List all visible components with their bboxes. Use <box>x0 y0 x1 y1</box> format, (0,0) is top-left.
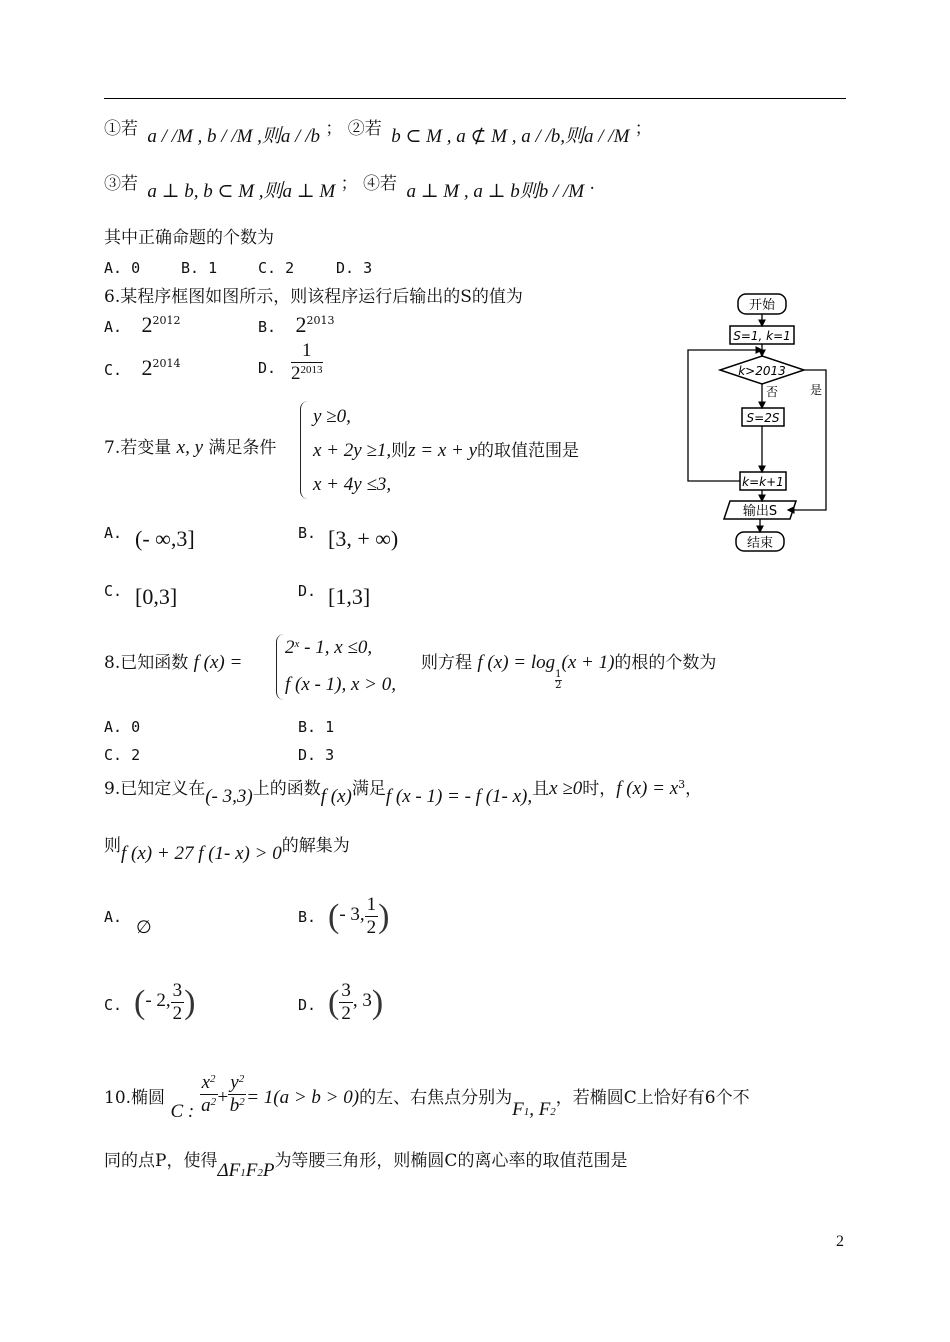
q8-log-base-den: 2 <box>555 680 562 691</box>
q6-option-c-base: 2 <box>141 355 153 380</box>
q10-f1-sub: 1 <box>523 1106 530 1118</box>
q10-line-2 <box>104 1150 628 1181</box>
q9-eq2-left: f (x) = x <box>616 778 679 799</box>
q10-f1: F <box>512 1099 524 1120</box>
q6-option-a-base: 2 <box>141 312 153 337</box>
q10-line-1 <box>104 1072 750 1122</box>
q10-tri-end: P <box>262 1160 275 1181</box>
q5-question: 其中正确命题的个数为 <box>104 228 274 248</box>
q8-option-b: B. 1 <box>298 718 335 736</box>
q9-option-b-label: B. <box>298 908 317 926</box>
q6-option-a-label: A. <box>104 318 123 336</box>
q6-option-d-base: 2 <box>291 363 301 384</box>
q7-option-c: [0,3] <box>135 584 178 609</box>
q9-option-b: (- 3, $\frac{1}{2}$ ) <box>328 894 390 938</box>
q10-line2-suffix: 为等腰三角形，则椭圆C的离心率的取值范围是 <box>274 1151 628 1171</box>
q9-option-d-right: , 3 <box>352 990 372 1011</box>
q5-p3-prefix: ③若 <box>104 174 138 194</box>
q7-vars: x, y <box>176 437 204 458</box>
q9-when: 时， <box>582 779 617 799</box>
flow-init-text: S=1, k=1 <box>733 329 791 343</box>
q5-sep-1: ； <box>325 119 343 139</box>
q6-option-c-exp: 2014 <box>152 357 181 370</box>
q7-option-a: (- ∞,3] <box>135 526 195 551</box>
q10-tri-sub1: 1 <box>240 1167 246 1179</box>
flow-end-text: 结束 <box>746 536 774 551</box>
q9-option-c-den: 2 <box>172 1003 183 1024</box>
q8-case-2: f (x - 1), x > 0, <box>285 674 396 695</box>
q8-log-base-num: 1 <box>555 669 562 680</box>
q9-option-c: (- 2, $\frac{3}{2}$ ) <box>134 980 196 1024</box>
q6-option-a-exp: 2012 <box>152 314 181 327</box>
q9-option-a-label: A. <box>104 908 123 926</box>
q5-option-c: C. 2 <box>258 259 295 277</box>
q7-constraint-2: x + 2y ≥1, <box>313 440 392 461</box>
program-flowchart <box>680 288 840 558</box>
q9-and: 且 <box>532 779 550 799</box>
q8-prefix-row <box>104 652 242 674</box>
q5-option-a: A. 0 <box>104 259 141 277</box>
q6-option-b-base: 2 <box>295 312 307 337</box>
q9-interval: (- 3,3) <box>205 786 253 807</box>
flow-step-increment-text: k=k+1 <box>742 475 784 489</box>
q6-option-a <box>104 314 180 338</box>
q10-a-exp: 2 <box>210 1096 217 1108</box>
q5-sep-2: ； <box>634 119 652 139</box>
q9-option-b-left: - 3, <box>339 904 365 925</box>
flow-no-label: 否 <box>766 385 779 399</box>
q9-fx: f (x) <box>320 786 352 807</box>
q9-cond: x ≥0 <box>549 778 583 799</box>
q5-p1-math: a / /M , b / /M ,则a / /b <box>147 126 320 147</box>
q8-prefix: 8.已知函数 <box>104 653 189 673</box>
q7-system-brace <box>300 401 311 499</box>
q9-option-d-den: 2 <box>341 1003 351 1024</box>
q9-line2-suffix: 的解集为 <box>281 836 350 856</box>
q7-option-d: [1,3] <box>328 584 371 609</box>
q7-constraint-1: y ≥0, <box>313 406 351 427</box>
q10-mid1: 的左、右焦点分别为 <box>359 1088 513 1108</box>
q5-p2-math: b ⊂ M , a ⊄ M , a / /b,则a / /M <box>391 126 630 147</box>
q7-constraint-3: x + 4y ≤3, <box>313 474 392 495</box>
q8-case1-base: 2 <box>285 637 295 658</box>
q5-p1-prefix: ①若 <box>104 119 138 139</box>
q10-b-den: b <box>229 1095 240 1116</box>
q6-option-d-label <box>258 357 276 379</box>
q5-option-b: B. 1 <box>181 259 218 277</box>
flow-output-text: 输出S <box>742 504 778 519</box>
q8-suffix: 的根的个数为 <box>614 653 717 673</box>
q10-mid2: ，若椭圆C上恰好有6个不 <box>555 1088 750 1108</box>
q7-option-b-label: B. <box>298 524 317 542</box>
q10-eq: = 1(a > b > 0) <box>246 1087 360 1108</box>
q8-option-a: A. 0 <box>104 718 141 736</box>
q10-triangle <box>217 1160 274 1181</box>
flow-step-double-text: S=2S <box>746 411 780 425</box>
header-rule <box>104 98 846 99</box>
q10-prefix: 10.椭圆 <box>104 1088 166 1108</box>
q7-option-d-label: D. <box>298 582 317 600</box>
q9-eq1: f (x - 1) = - f (1- x), <box>385 786 533 807</box>
page-number: 2 <box>836 1233 844 1250</box>
q8-equation-row <box>421 652 716 691</box>
flow-yes-label: 是 <box>810 383 823 397</box>
q10-line2-prefix: 同的点P，使得 <box>104 1151 218 1171</box>
q7-prefix: 7.若变量 <box>104 438 172 458</box>
q7-mid: 满足条件 <box>208 438 277 458</box>
q6-option-b-label: B. <box>258 318 277 336</box>
q9-option-b-den: 2 <box>366 917 377 938</box>
q5-line-1 <box>104 118 652 147</box>
q9-inequality: f (x) + 27 f (1- x) > 0 <box>121 843 282 864</box>
q10-x-num: x <box>201 1072 211 1093</box>
q10-plus: + <box>217 1087 229 1108</box>
q9-option-c-label: C. <box>104 996 123 1014</box>
q7-suffix: 的取值范围是 <box>477 441 580 461</box>
q6-option-c-label: C. <box>104 361 123 379</box>
q6-option-c <box>104 357 180 381</box>
q9-prefix: 9.已知定义在 <box>104 779 206 799</box>
q10-y-num: y <box>230 1072 239 1093</box>
q6-option-d-num: 1 <box>291 340 323 363</box>
q10-x-exp: 2 <box>210 1073 216 1085</box>
q10-y-exp: 2 <box>238 1073 245 1085</box>
q5-end: . <box>589 174 595 194</box>
q9-line-1 <box>104 778 703 807</box>
q9-option-b-num: 1 <box>366 894 377 915</box>
q6-option-d-label-text: D. <box>258 359 277 377</box>
q7-stem-prefix <box>104 437 276 459</box>
q10-tri-sub2: 2 <box>257 1167 263 1179</box>
q9-option-a: ∅ <box>136 917 152 938</box>
q8-mid: 则方程 <box>421 653 472 673</box>
q8-case-1 <box>285 637 372 659</box>
q8-eq-left: f (x) = log <box>477 652 556 673</box>
q5-p3-math: a ⊥ b, b ⊂ M ,则a ⊥ M <box>147 181 336 202</box>
flow-decision-text: k>2013 <box>738 364 786 378</box>
flow-start-text: 开始 <box>748 298 776 313</box>
q5-p4-prefix: ④若 <box>363 174 398 194</box>
q8-fx: f (x) = <box>193 652 243 673</box>
q7-option-c-label: C. <box>104 582 123 600</box>
q6-option-b <box>258 314 334 338</box>
q9-option-d: ( $\frac{3}{2}$ , 3) <box>328 980 384 1024</box>
q6-question: 6.某程序框图如图所示，则该程序运行后输出的S的值为 <box>104 287 523 307</box>
q10-foci <box>512 1099 556 1120</box>
q8-option-c: C. 2 <box>104 746 141 764</box>
q8-case1-exp: x <box>294 638 300 650</box>
q9-option-c-num: 3 <box>172 980 183 1001</box>
q5-p4-math: a ⊥ M , a ⊥ b则b / /M <box>406 181 585 202</box>
q9-option-c-left: - 2, <box>145 990 171 1011</box>
q7-option-b: [3, + ∞) <box>328 526 399 551</box>
q7-constraint-2-row <box>313 440 579 462</box>
q10-c-label: C : <box>170 1101 195 1122</box>
q9-comma: ， <box>685 779 703 799</box>
q7-then: 则 <box>391 441 409 461</box>
q6-option-b-exp: 2013 <box>306 314 335 327</box>
q9-eq2-exp: 3 <box>678 778 686 791</box>
q5-option-d: D. 3 <box>336 259 373 277</box>
q10-f2-sub: 2 <box>550 1106 556 1118</box>
q9-option-d-label: D. <box>298 996 317 1014</box>
q8-eq-right: (x + 1) <box>561 652 615 673</box>
q9-line2-prefix: 则 <box>104 836 121 856</box>
q10-foci-sep: , F <box>529 1099 551 1120</box>
q6-option-d-frac <box>291 340 323 385</box>
q6-option-d-exp: 2013 <box>300 364 323 376</box>
q5-p2-prefix: ②若 <box>347 119 382 139</box>
q10-b-exp: 2 <box>239 1096 245 1108</box>
q5-line-2 <box>104 173 595 202</box>
q9-mid2: 满足 <box>351 779 386 799</box>
q10-a-den: a <box>201 1095 211 1116</box>
q10-tri-delta: ΔF <box>217 1160 241 1181</box>
q5-sep-3: ； <box>340 174 358 194</box>
q9-line-2 <box>104 835 350 864</box>
q9-option-d-num: 3 <box>341 980 351 1001</box>
q9-mid1: 上的函数 <box>252 779 321 799</box>
q7-objective: z = x + y <box>408 440 478 461</box>
q7-option-a-label: A. <box>104 524 123 542</box>
q10-tri-mid: F <box>245 1160 258 1181</box>
q8-option-d: D. 3 <box>298 746 335 764</box>
q8-case1-rest: - 1, x ≤0, <box>299 637 373 658</box>
